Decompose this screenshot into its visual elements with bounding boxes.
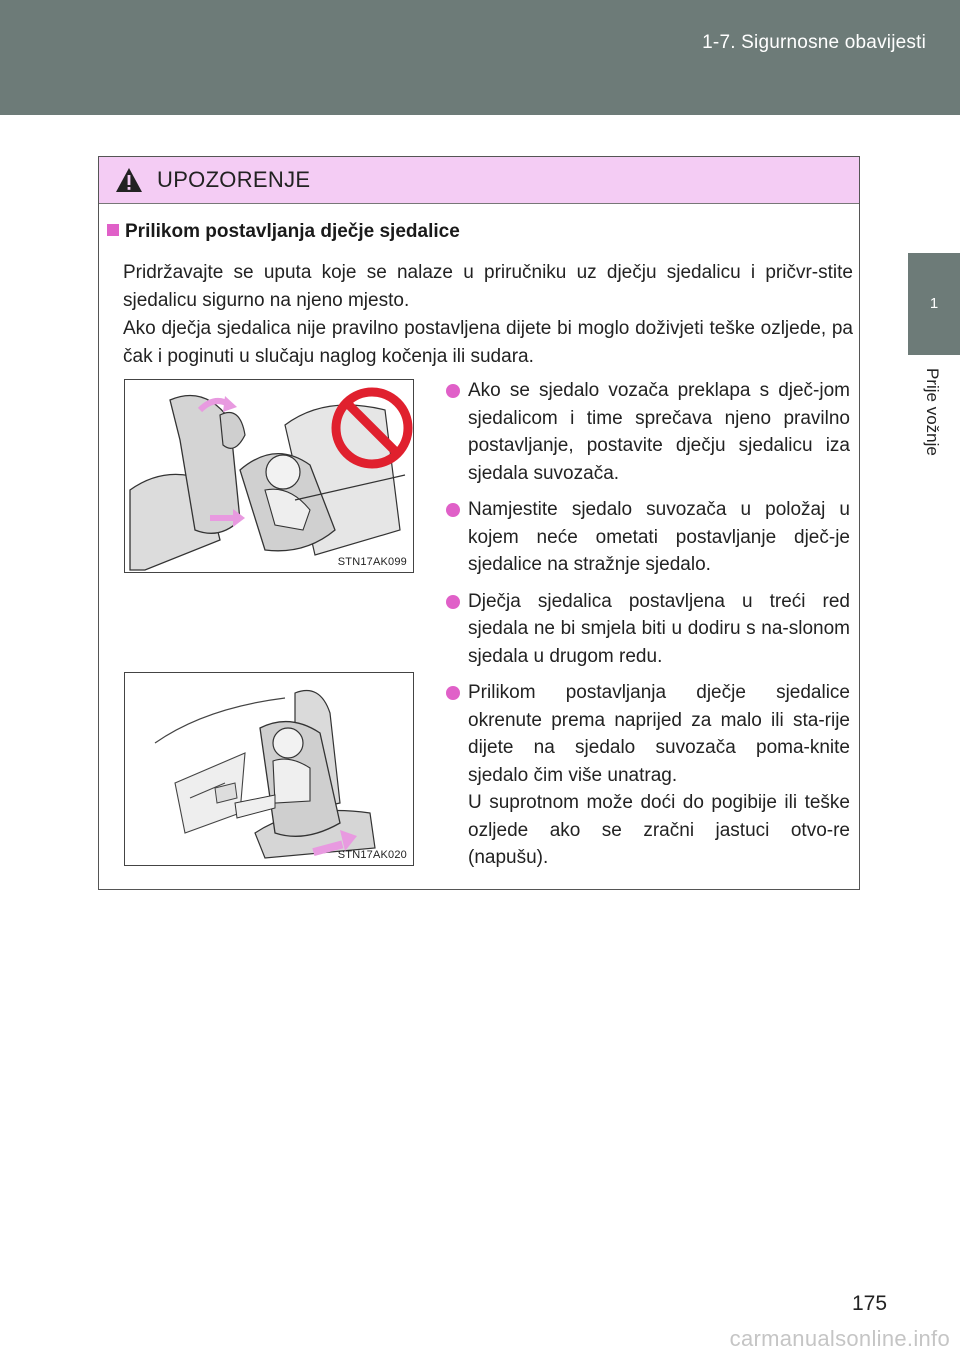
section-title: 1-7. Sigurnosne obavijesti bbox=[702, 32, 926, 53]
section-heading-text: Prilikom postavljanja dječje sjedalice bbox=[125, 221, 460, 242]
illustration-seat-conflict bbox=[125, 380, 413, 572]
bullet-dot-icon bbox=[446, 686, 460, 700]
bullet-text: Prilikom postavljanja dječje sjedalice okrenute prema naprijed za malo ili sta-rije dijete na sjedalo suvozača poma-knite sjedalo čim više unatrag. bbox=[468, 682, 850, 786]
chapter-number: 1 bbox=[929, 295, 939, 312]
page-number: 175 bbox=[852, 1292, 888, 1315]
bullet-dot-icon bbox=[446, 503, 460, 517]
list-item bbox=[444, 679, 850, 872]
figure-driver-seat-conflict bbox=[124, 379, 414, 573]
bullet-text: Namjestite sjedalo suvozača u položaj u kojem neće ometati postavljanje dječ-je sjedalice na stražnje sjedalo. bbox=[468, 499, 850, 575]
warning-header bbox=[99, 157, 859, 204]
chapter-tab bbox=[908, 253, 960, 355]
intro-line: Ako dječja sjedalica nije pravilno postavljena dijete bi moglo doživjeti teške ozljede, pa čak i poginuti u slučaju naglog kočenja ili sudara. bbox=[123, 318, 853, 367]
bullet-text: Dječja sjedalica postavljena u treći red sjedala ne bi smjela biti u dodiru s na-slonom sjedala u drugom redu. bbox=[468, 590, 850, 667]
watermark: carmanualsonline.info bbox=[729, 1326, 950, 1351]
illustration-forward-seat bbox=[125, 673, 413, 865]
bullet-list bbox=[444, 377, 850, 881]
list-item bbox=[444, 377, 850, 487]
heading-square-icon bbox=[107, 224, 119, 236]
list-item bbox=[444, 588, 850, 671]
chapter-label: Prije vožnje bbox=[923, 368, 942, 456]
intro-paragraph bbox=[123, 259, 853, 371]
section-heading bbox=[107, 221, 460, 243]
intro-line: Pridržavajte se uputa koje se nalaze u priručniku uz dječju sjedalicu i pričvr-stite sjedalicu sigurno na njeno mjesto. bbox=[123, 262, 853, 311]
bullet-dot-icon bbox=[446, 384, 460, 398]
bullet-dot-icon bbox=[446, 595, 460, 609]
list-item bbox=[444, 496, 850, 579]
bullet-text: Ako se sjedalo vozača preklapa s dječ-jom sjedalicom i time sprečava njeno pravilno postavljanje, postavite dječju sjedalicu iza sjedala suvozača. bbox=[468, 380, 850, 484]
figure-forward-facing-seat bbox=[124, 672, 414, 866]
figure-code: STN17AK099 bbox=[337, 556, 407, 568]
warning-box bbox=[98, 156, 860, 890]
bullet-text-continuation: U suprotnom može doći do pogibije ili teške ozljede ako se zračni jastuci otvo-re (napušu). bbox=[468, 792, 850, 868]
figure-code: STN17AK020 bbox=[337, 849, 407, 861]
warning-triangle-icon bbox=[115, 167, 143, 193]
warning-title: UPOZORENJE bbox=[157, 167, 311, 192]
header-band bbox=[0, 0, 960, 115]
